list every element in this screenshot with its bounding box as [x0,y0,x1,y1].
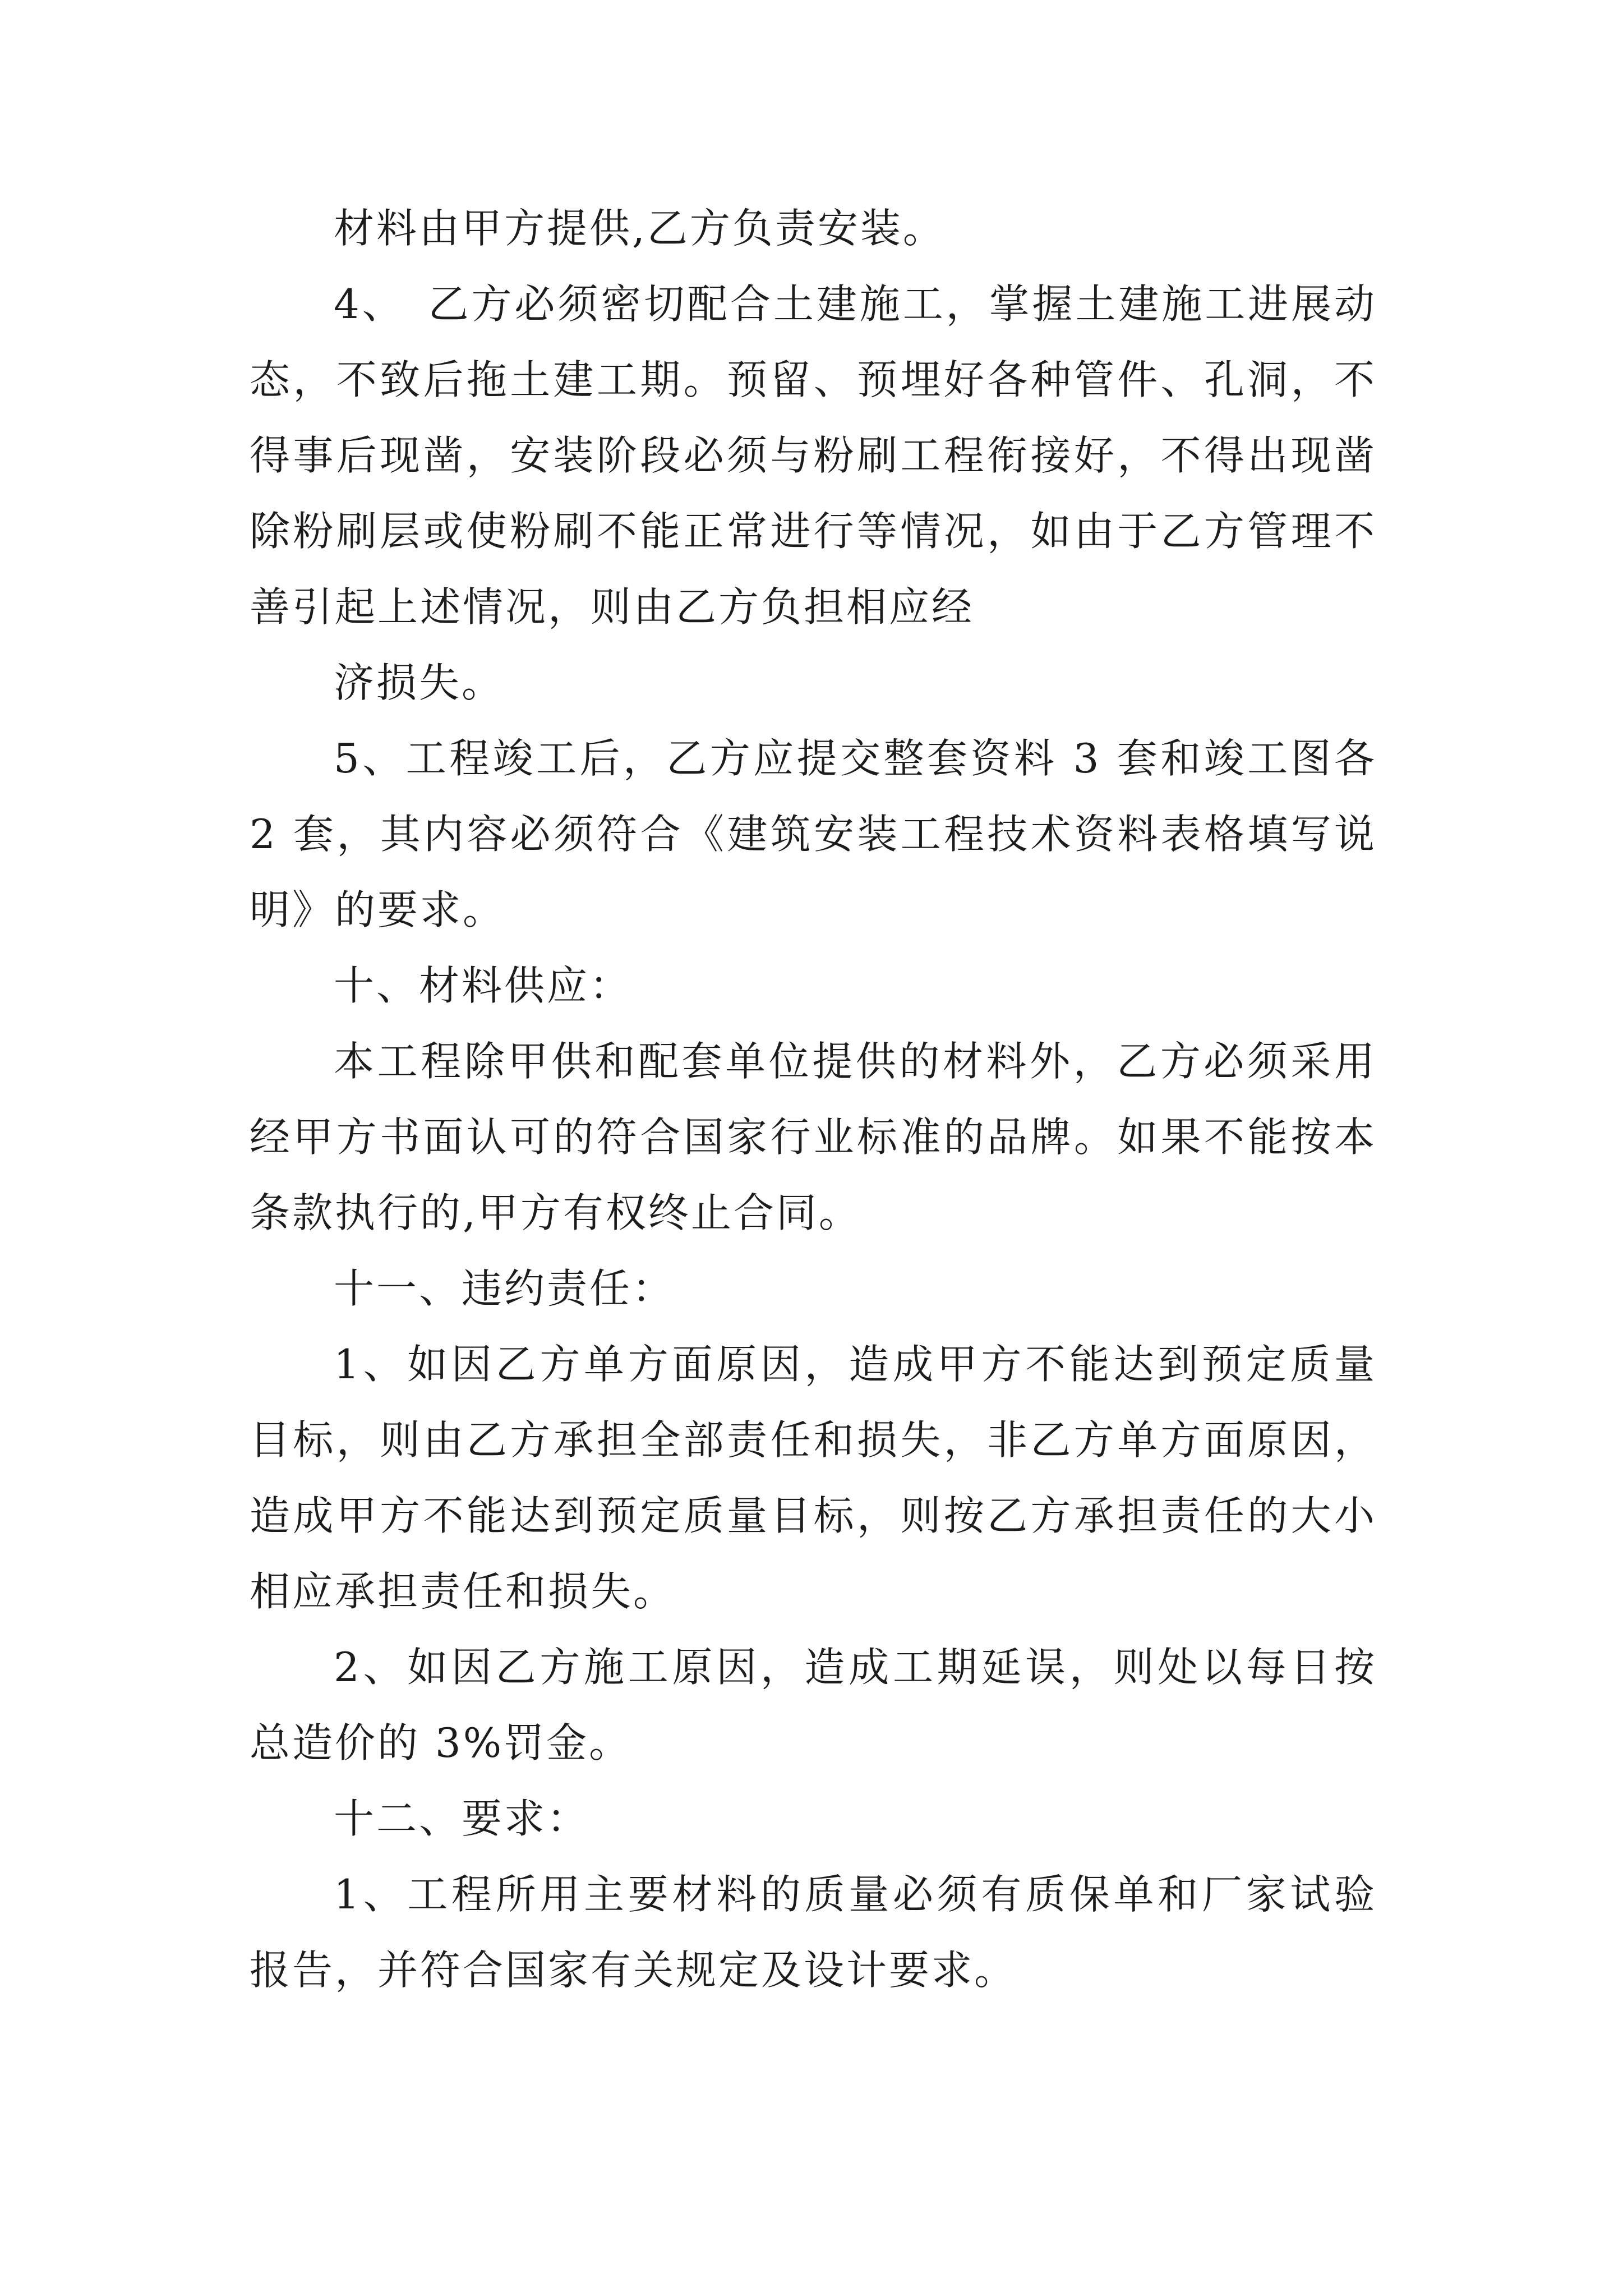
section-heading-material-supply: 十、材料供应： [334,962,633,1009]
section-heading-requirements: 十二、要求： [334,1795,590,1842]
paragraph-liability-2: 2、如因乙方施工原因，造成工期延误，则处以每日按总造价的 3%罚金。 [250,1644,1377,1766]
document-body [250,191,1377,2008]
paragraph-material-brand: 本工程除甲供和配套单位提供的材料外，乙方必须采用经甲方书面认可的符合国家行业标准的品牌。如果不能按本条款执行的,甲方有权终止合同。 [250,1038,1377,1236]
section-heading-liability: 十一、违约责任： [334,1265,675,1312]
paragraph-economic-loss: 济损失。 [334,659,505,706]
paragraph-item-4-coordination: 4、 乙方必须密切配合土建施工，掌握土建施工进展动态，不致后拖土建工期。预留、预埋好各种管件、孔洞，不得事后现凿，安装阶段必须与粉刷工程衔接好，不得出现凿除粉刷层或使粉刷不能正常进行等情况，如由于乙方管理不善引起上述情况，则由乙方负担相应经 [250,280,1377,631]
paragraph-requirement-1: 1、工程所用主要材料的质量必须有质保单和厂家试验报告，并符合国家有关规定及设计要求。 [250,1871,1377,1994]
paragraph-liability-1: 1、如因乙方单方面原因，造成甲方不能达到预定质量目标，则由乙方承担全部责任和损失，非乙方单方面原因，造成甲方不能达到预定质量目标，则按乙方承担责任的大小相应承担责任和损失。 [250,1341,1377,1615]
paragraph-material-supply-install: 材料由甲方提供,乙方负责安装。 [334,205,946,252]
paragraph-item-5-completion: 5、工程竣工后，乙方应提交整套资料 3 套和竣工图各 2 套，其内容必须符合《建筑安装工程技术资料表格填写说明》的要求。 [250,735,1377,933]
